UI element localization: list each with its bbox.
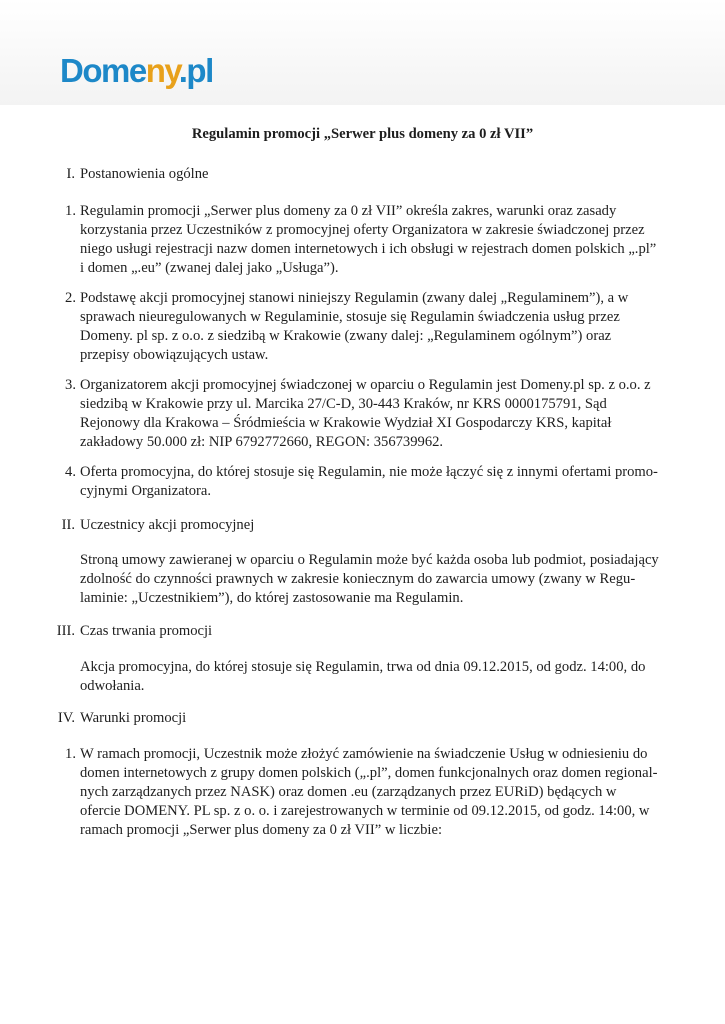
item-text (80, 202, 655, 278)
text-line: Akcja promocyjna, do której stosuje się Regulamin, trwa od dnia 09.12.2015, od godz. 14:00, do (80, 659, 646, 675)
logo-part-3: .pl (178, 52, 213, 89)
text-line: nych zarządzanych przez NASK) oraz domen .eu (zarządzanych przez EURiD) będących w (80, 784, 617, 800)
text-line: korzystania przez Uczestników z promocyjnej oferty Organizatora w zakresie świadczonej przez (80, 222, 645, 238)
text-line: Domeny. pl sp. z o.o. z siedzibą w Krakowie (zwany dalej: „Regulaminem ogólnym”) oraz (80, 328, 612, 344)
item-number: 1. (65, 203, 76, 219)
section-number: IV. (57, 710, 75, 726)
domeny-logo[interactable] (60, 54, 213, 87)
item-text (80, 745, 658, 840)
text-line: ramach promocji „Serwer plus domeny za 0 zł VII” w liczbie: (80, 822, 443, 838)
text-line: zakładowy 50.000 zł: NIP 6792772660, REGON: 356739962. (80, 434, 444, 450)
text-line: cyjnymi Organizatora. (80, 483, 212, 499)
text-line: siedzibą w Krakowie przy ul. Marcika 27/C-D, 30-443 Kraków, nr KRS 0000175791, Sąd (80, 396, 607, 412)
section-number: I. (66, 166, 75, 182)
text-line: Regulamin promocji „Serwer plus domeny za 0 zł VII” określa zakres, warunki oraz zasady (80, 203, 617, 219)
item-number: 2. (65, 290, 76, 306)
text-line: Organizatorem akcji promocyjnej świadczonej w oparciu o Regulamin jest Domeny.pl sp. z o.o. z (80, 377, 651, 393)
section-title: Postanowienia ogólne (80, 166, 209, 182)
section-paragraph (80, 658, 660, 696)
section-number: III. (56, 623, 75, 639)
text-line: Oferta promocyjna, do której stosuje się Regulamin, nie może łączyć się z innymi ofertami promo- (80, 464, 658, 480)
text-line: przepisy obowiązujących ustaw. (80, 347, 269, 363)
section-title: Czas trwania promocji (80, 623, 213, 639)
text-line: niego usługi rejestracji nazw domen internetowych i ich obsługi w rejestrach domen polskich „.pl” (80, 241, 657, 257)
item-text (80, 289, 655, 365)
section-paragraph (80, 551, 660, 608)
section-title: Uczestnicy akcji promocyjnej (80, 517, 255, 533)
text-line: odwołania. (80, 678, 145, 694)
item-number: 3. (65, 377, 76, 393)
text-line: laminie: „Uczestnikiem”), do której zastosowanie ma Regulamin. (80, 590, 464, 606)
item-number: 4. (65, 464, 76, 480)
document-title: Regulamin promocji „Serwer plus domeny za 0 zł VII” (191, 126, 534, 142)
text-line: Rejonowy dla Krakowa – Śródmieścia w Krakowie Wydział XI Gospodarczy KRS, kapitał (80, 415, 612, 431)
item-number: 1. (65, 746, 76, 762)
text-line: domen internetowych z grupy domen polskich („.pl”, domen funkcjonalnych oraz domen regional- (80, 765, 658, 781)
text-line: i domen „.eu” (zwanej dalej jako „Usługa”). (80, 260, 339, 276)
text-line: Podstawę akcji promocyjnej stanowi niniejszy Regulamin (zwany dalej „Regulaminem”), a w (80, 290, 629, 306)
text-line: sprawach nieuregulowanych w Regulaminie, stosuje się Regulamin świadczenia usług przez (80, 309, 620, 325)
item-text (80, 463, 658, 501)
text-line: zdolność do czynności prawnych w zakresie koniecznym do zawarcia umowy (zwany w Regu- (80, 571, 636, 587)
logo-part-2: ny (145, 52, 179, 89)
text-line: Stroną umowy zawieranej w oparciu o Regulamin może być każda osoba lub podmiot, posiadający (80, 552, 659, 568)
text-line: ofercie DOMENY. PL sp. z o. o. i zarejestrowanych w terminie od 09.12.2015, od godz. 14:00, w (80, 803, 650, 819)
section-number: II. (61, 517, 75, 533)
text-line: W ramach promocji, Uczestnik może złożyć zamówienie na świadczenie Usług w odniesieniu do (80, 746, 648, 762)
item-text (80, 376, 655, 452)
section-title: Warunki promocji (80, 710, 187, 726)
logo-part-1: Dome (60, 52, 146, 89)
